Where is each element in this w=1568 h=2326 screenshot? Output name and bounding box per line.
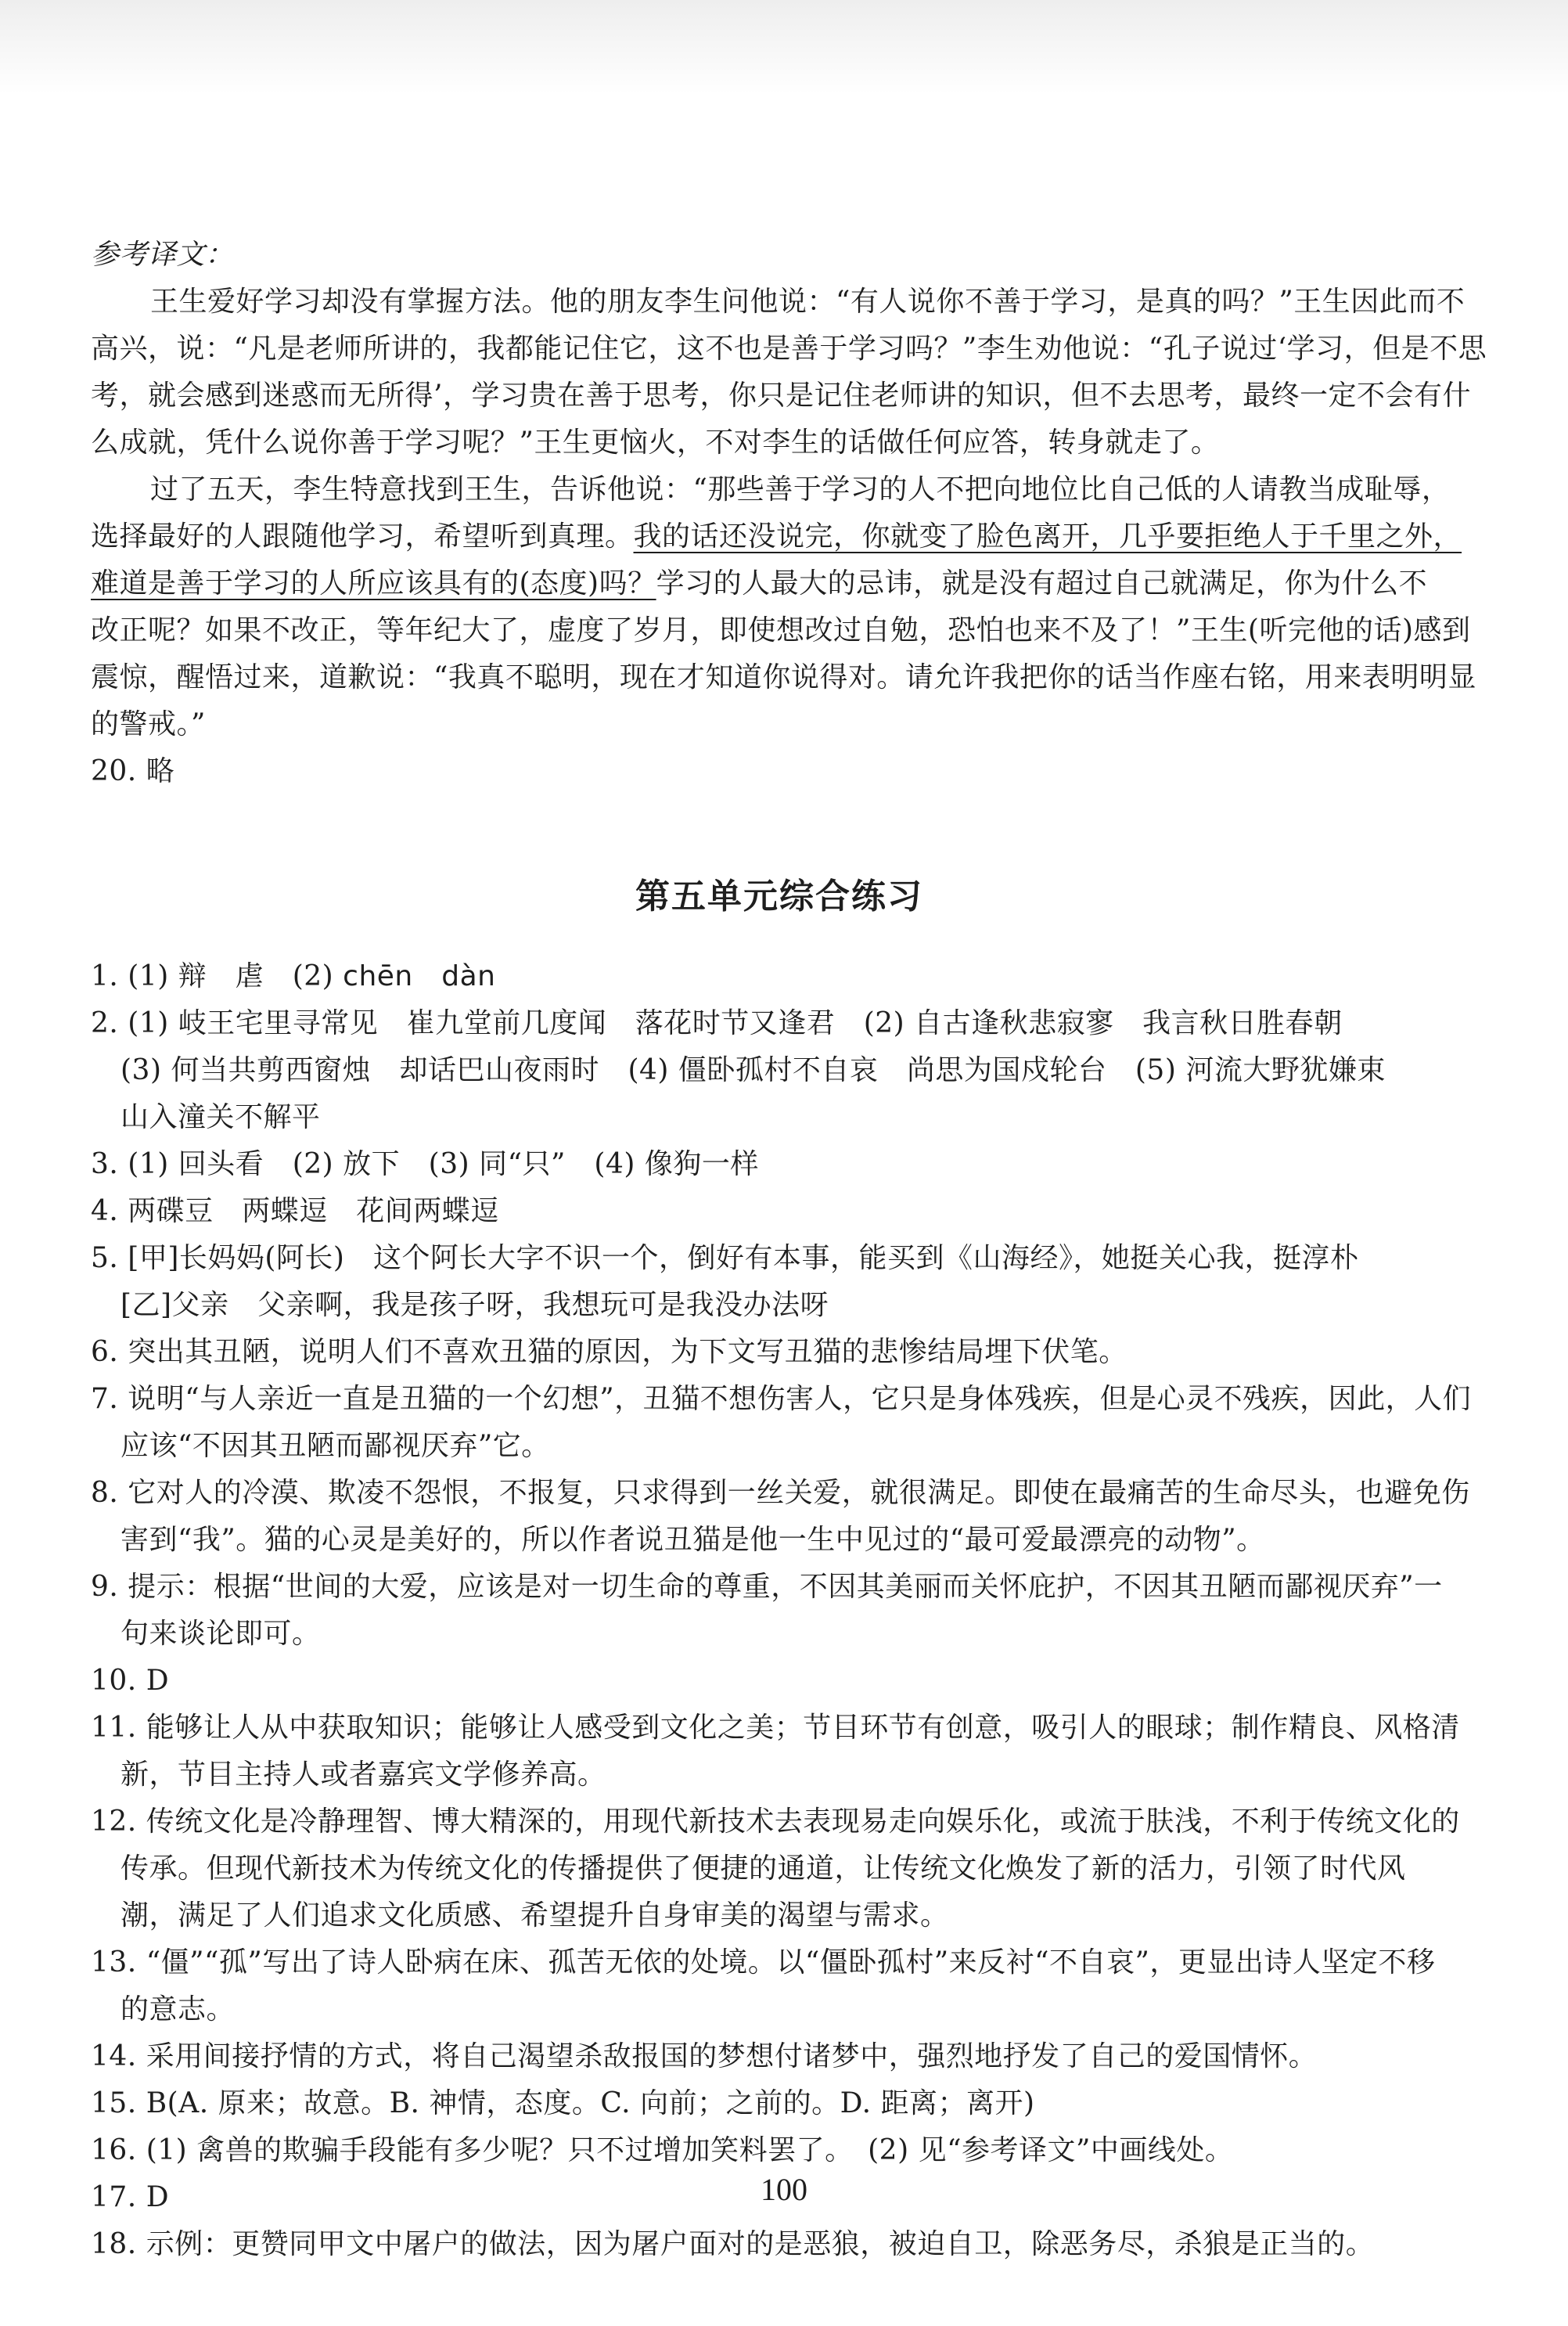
page-number: 100 — [761, 2172, 807, 2207]
text-line — [91, 513, 1468, 560]
text-span: 1. (1) 辩 虐 (2) — [91, 960, 343, 992]
answer-item-8 — [91, 1470, 1468, 1564]
text-line: 2. (1) 岐王宅里寻常见 崔九堂前几度闻 落花时节又逢君 (2) 自古逢秋悲寂寥 我言秋日胜春朝 — [91, 1007, 1343, 1039]
translation-paragraph-2 — [91, 466, 1476, 748]
text-line: 害到“我”。猫的心灵是美好的，所以作者说丑猫是他一生中见过的“最可爱最漂亮的动物”。 — [120, 1524, 1265, 1556]
underlined-text: 我的话还没说完，你就变了脸色离开，几乎要拒绝人于千里之外， — [633, 520, 1462, 553]
text-line: 过了五天，李生特意找到王生，告诉他说：“那些善于学习的人不把向地位比自己低的人请教当成耻辱， — [150, 473, 1451, 506]
answer-item-6: 6. 突出其丑陋，说明人们不喜欢丑猫的原因，为下文写丑猫的悲惨结局埋下伏笔。 — [91, 1336, 1127, 1368]
answer-item-5 — [91, 1235, 1468, 1329]
answer-item-15: 15. B(A. 原来；故意。B. 神情，态度。C. 向前；之前的。D. 距离；离开) — [91, 2087, 1035, 2119]
text-line: 5. [甲]长妈妈(阿长) 这个阿长大字不识一个，倒好有本事，能买到《山海经》，她挺关心我，挺淳朴 — [91, 1242, 1359, 1274]
text-span: 选择最好的人跟随他学习，希望听到真理。 — [91, 520, 634, 553]
answer-item-11 — [91, 1705, 1468, 1799]
text-line: 9. 提示：根据“世间的大爱，应该是对一切生命的尊重，不因其美丽而关怀庇护，不因其丑陋而鄙视厌弃”一 — [91, 1571, 1443, 1603]
answer-item-20: 20. 略 — [91, 755, 175, 787]
answer-item-10: 10. D — [91, 1665, 170, 1697]
text-line: (3) 何当共剪西窗烛 却话巴山夜雨时 (4) 僵卧孤村不自哀 尚思为国戍轮台 (5) 河流大野犹嫌束 — [120, 1054, 1386, 1086]
text-line: 王生爱好学习却没有掌握方法。他的朋友李生问他说：“有人说你不善于学习，是真的吗？”王生因此而不 — [150, 286, 1466, 318]
text-line: 潮，满足了人们追求文化质感、希望提升自身审美的渴望与需求。 — [120, 1899, 949, 1932]
translation-paragraph-1 — [91, 279, 1487, 466]
text-line: 8. 它对人的冷漠、欺凌不怨恨，不报复，只求得到一丝关爱，就很满足。即使在最痛苦的生命尽头，也避免伤 — [91, 1477, 1470, 1509]
answer-item-7 — [91, 1376, 1472, 1470]
answer-item-3: 3. (1) 回头看 (2) 放下 (3) 同“只” (4) 像狗一样 — [91, 1148, 759, 1180]
page-content — [91, 232, 1487, 2268]
text-line: [乙]父亲 父亲啊，我是孩子呀，我想玩可是我没办法呀 — [120, 1289, 829, 1321]
text-line — [91, 560, 1468, 607]
answer-item-13 — [91, 1939, 1468, 2033]
translation-heading: 参考译文： — [91, 239, 234, 271]
text-line: 改正呢？如果不改正，等年纪大了，虚度了岁月，即使想改过自勉，恐怕也来不及了！”王生(听完他的话)感到 — [91, 614, 1471, 646]
text-line: 应该“不因其丑陋而鄙视厌弃”它。 — [120, 1430, 550, 1462]
pinyin-text: chēn dàn — [343, 960, 496, 992]
text-line: 7. 说明“与人亲近一直是丑猫的一个幻想”，丑猫不想伤害人，它只是身体残疾，但是心灵不残疾，因此，人们 — [91, 1383, 1472, 1415]
answer-item-16: 16. (1) 禽兽的欺骗手段能有多少呢？只不过增加笑料罢了。 (2) 见“参考译文”中画线处。 — [91, 2134, 1234, 2166]
answer-item-9 — [91, 1564, 1468, 1658]
text-line: 么成就，凭什么说你善于学习呢？”王生更恼火，不对李生的话做任何应答，转身就走了。 — [91, 427, 1220, 459]
text-line: 11. 能够让人从中获取知识；能够让人感受到文化之美；节目环节有创意，吸引人的眼球；制作精良、风格清 — [91, 1712, 1460, 1744]
answer-item-4: 4. 两碟豆 两蝶逗 花间两蝶逗 — [91, 1195, 499, 1227]
answer-item-18: 18. 示例：更赞同甲文中屠户的做法，因为屠户面对的是恶狼，被迫自卫，除恶务尽，杀狼是正当的。 — [91, 2228, 1375, 2260]
text-span: 学习的人最大的忌讳，就是没有超过自己就满足，你为什么不 — [656, 567, 1428, 600]
text-line: 考，就会感到迷惑而无所得’，学习贵在善于思考，你只是记住老师讲的知识，但不去思考，最终一定不会有什 — [91, 380, 1471, 412]
text-line: 13. “僵”“孤”写出了诗人卧病在床、孤苦无依的处境。以“僵卧孤村”来反衬“不自哀”，更显出诗人坚定不移 — [91, 1946, 1436, 1979]
text-line: 高兴，说：“凡是老师所讲的，我都能记住它，这不也是善于学习吗？”李生劝他说：“孔子说过‘学习，但是不思 — [91, 333, 1487, 365]
text-line: 的意志。 — [120, 1993, 236, 2025]
answer-item-17: 17. D — [91, 2181, 170, 2213]
text-line: 的警戒。” — [91, 708, 206, 740]
text-line: 山入潼关不解平 — [120, 1101, 321, 1133]
text-line: 震惊，醒悟过来，道歉说：“我真不聪明，现在才知道你说得对。请允许我把你的话当作座右铭，用来表明明显 — [91, 661, 1476, 693]
text-line: 新，节目主持人或者嘉宾文学修养高。 — [120, 1759, 606, 1791]
text-line: 句来谈论即可。 — [120, 1618, 321, 1650]
answer-item-1 — [91, 953, 1468, 1000]
text-line: 12. 传统文化是冷静理智、博大精深的，用现代新技术去表现易走向娱乐化，或流于肤浅，不利于传统文化的 — [91, 1806, 1460, 1838]
answer-item-2 — [91, 1000, 1468, 1141]
text-line: 传承。但现代新技术为传统文化的传播提供了便捷的通道，让传统文化焕发了新的活力，引领了时代风 — [120, 1853, 1406, 1885]
section-title: 第五单元综合练习 — [635, 877, 923, 916]
page-shadow — [0, 0, 1568, 94]
answer-item-14: 14. 采用间接抒情的方式，将自己渴望杀敌报国的梦想付诸梦中，强烈地抒发了自己的爱国情怀。 — [91, 2040, 1318, 2072]
underlined-text: 难道是善于学习的人所应该具有的(态度)吗？ — [91, 567, 656, 600]
answer-item-12 — [91, 1799, 1468, 1939]
